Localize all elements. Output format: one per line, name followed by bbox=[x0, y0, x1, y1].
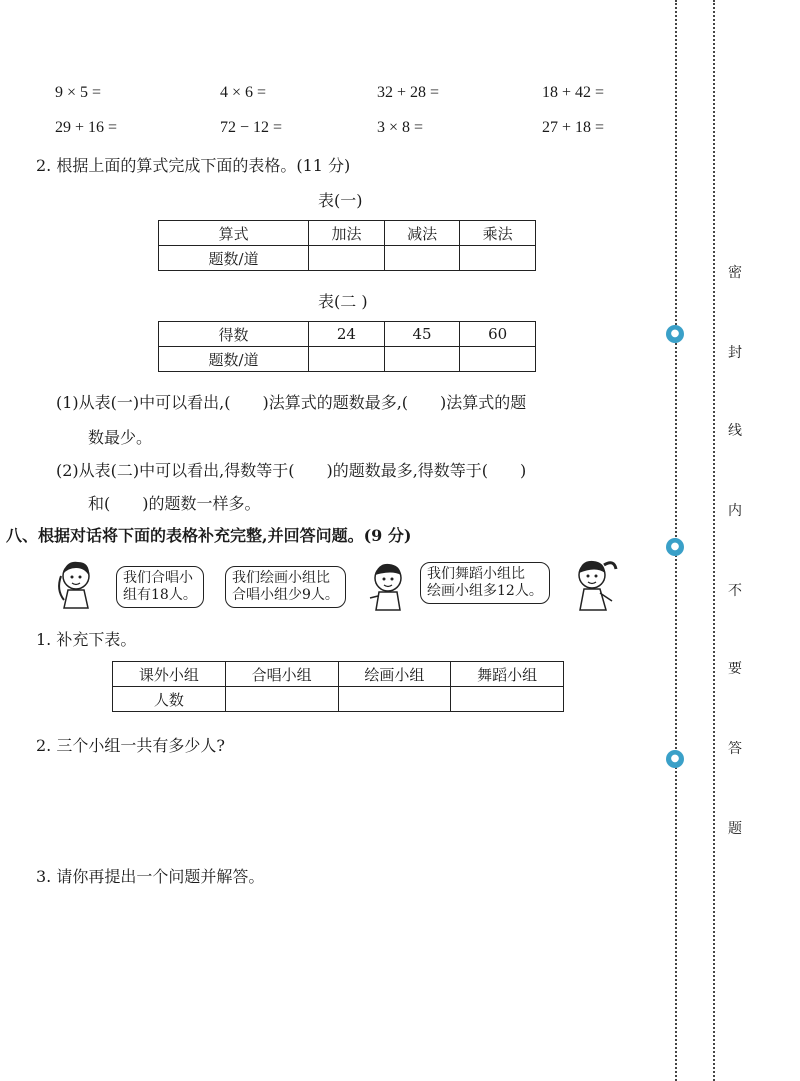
seal-char: 密 bbox=[728, 265, 742, 281]
answer-cell[interactable] bbox=[460, 347, 536, 372]
table-header-cell: 得数 bbox=[159, 322, 309, 347]
bubble-text: 绘画小组多12人。 bbox=[427, 583, 543, 599]
sub-question-2: (2)从表(二)中可以看出,得数等于( )的题数最多,得数等于( ) bbox=[56, 461, 527, 480]
margin-marker-icon: ● bbox=[666, 750, 684, 768]
equation: 27 + 18 = bbox=[542, 119, 605, 136]
table-2-caption: 表(二 ) bbox=[318, 292, 368, 311]
answer-area[interactable] bbox=[36, 760, 636, 850]
table-row-label: 题数/道 bbox=[159, 246, 309, 271]
table-row bbox=[159, 246, 536, 271]
dancer-girl-illustration bbox=[566, 555, 622, 613]
section-8-question-2: 2. 三个小组一共有多少人? bbox=[36, 736, 225, 755]
equation: 4 × 6 = bbox=[220, 84, 267, 101]
bubble-text: 我们绘画小组比 bbox=[232, 570, 330, 586]
sub-question-1-cont: 数最少。 bbox=[88, 428, 153, 447]
equation: 32 + 28 = bbox=[377, 84, 440, 101]
table-row bbox=[113, 687, 564, 712]
table-3 bbox=[112, 661, 564, 712]
table-header-cell: 乘法 bbox=[460, 221, 536, 246]
table-header-cell: 算式 bbox=[159, 221, 309, 246]
answer-cell[interactable] bbox=[225, 687, 338, 712]
speech-bubble-1 bbox=[116, 566, 204, 608]
answer-cell[interactable] bbox=[460, 246, 536, 271]
table-header-cell: 减法 bbox=[384, 221, 460, 246]
table-row bbox=[159, 221, 536, 246]
equation: 18 + 42 = bbox=[542, 84, 605, 101]
sub-question-1: (1)从表(一)中可以看出,( )法算式的题数最多,( )法算式的题 bbox=[56, 393, 527, 412]
speech-bubble-3 bbox=[420, 562, 550, 604]
table-header-cell: 课外小组 bbox=[113, 662, 226, 687]
equation: 9 × 5 = bbox=[55, 84, 102, 101]
answer-cell[interactable] bbox=[338, 687, 451, 712]
sub-question-2-cont: 和( )的题数一样多。 bbox=[88, 494, 261, 513]
table-row-label: 人数 bbox=[113, 687, 226, 712]
table-1 bbox=[158, 220, 536, 271]
table-header-cell: 加法 bbox=[309, 221, 385, 246]
table-header-cell: 合唱小组 bbox=[225, 662, 338, 687]
seal-char: 题 bbox=[728, 821, 742, 837]
dotted-line bbox=[713, 0, 715, 1081]
seal-char: 不 bbox=[728, 583, 742, 599]
section-8-question-3: 3. 请你再提出一个问题并解答。 bbox=[36, 867, 265, 886]
boy-illustration bbox=[362, 558, 414, 612]
seal-char: 线 bbox=[728, 423, 742, 439]
answer-cell[interactable] bbox=[451, 687, 564, 712]
question-2-title: 2. 根据上面的算式完成下面的表格。(11 分) bbox=[36, 156, 351, 175]
table-row-label: 题数/道 bbox=[159, 347, 309, 372]
section-8-question-1: 1. 补充下表。 bbox=[36, 630, 137, 649]
table-header-cell: 24 bbox=[309, 322, 385, 347]
equation: 29 + 16 = bbox=[55, 119, 118, 136]
seal-char: 封 bbox=[728, 345, 742, 361]
margin-marker-icon: ● bbox=[666, 538, 684, 556]
bubble-text: 合唱小组少9人。 bbox=[232, 587, 339, 603]
seal-char: 内 bbox=[728, 503, 742, 519]
answer-cell[interactable] bbox=[309, 246, 385, 271]
bubble-text: 组有18人。 bbox=[123, 587, 197, 603]
section-8-title: 八、根据对话将下面的表格补充完整,并回答问题。(9 分) bbox=[6, 526, 412, 545]
table-header-cell: 绘画小组 bbox=[338, 662, 451, 687]
table-header-cell: 45 bbox=[384, 322, 460, 347]
margin-marker-icon: ● bbox=[666, 325, 684, 343]
answer-area[interactable] bbox=[36, 892, 636, 1042]
answer-cell[interactable] bbox=[309, 347, 385, 372]
equation: 3 × 8 = bbox=[377, 119, 424, 136]
table-row bbox=[159, 322, 536, 347]
seal-char: 答 bbox=[728, 741, 742, 757]
bubble-text: 我们合唱小 bbox=[123, 570, 193, 586]
table-row bbox=[113, 662, 564, 687]
speech-bubble-2 bbox=[225, 566, 346, 608]
table-row bbox=[159, 347, 536, 372]
bubble-text: 我们舞蹈小组比 bbox=[427, 566, 525, 582]
table-1-caption: 表(一) bbox=[318, 191, 363, 210]
girl-illustration bbox=[52, 556, 112, 612]
table-header-cell: 60 bbox=[460, 322, 536, 347]
table-header-cell: 舞蹈小组 bbox=[451, 662, 564, 687]
answer-cell[interactable] bbox=[384, 246, 460, 271]
seal-char: 要 bbox=[728, 661, 742, 677]
table-2 bbox=[158, 321, 536, 372]
answer-cell[interactable] bbox=[384, 347, 460, 372]
equation: 72 − 12 = bbox=[220, 119, 283, 136]
